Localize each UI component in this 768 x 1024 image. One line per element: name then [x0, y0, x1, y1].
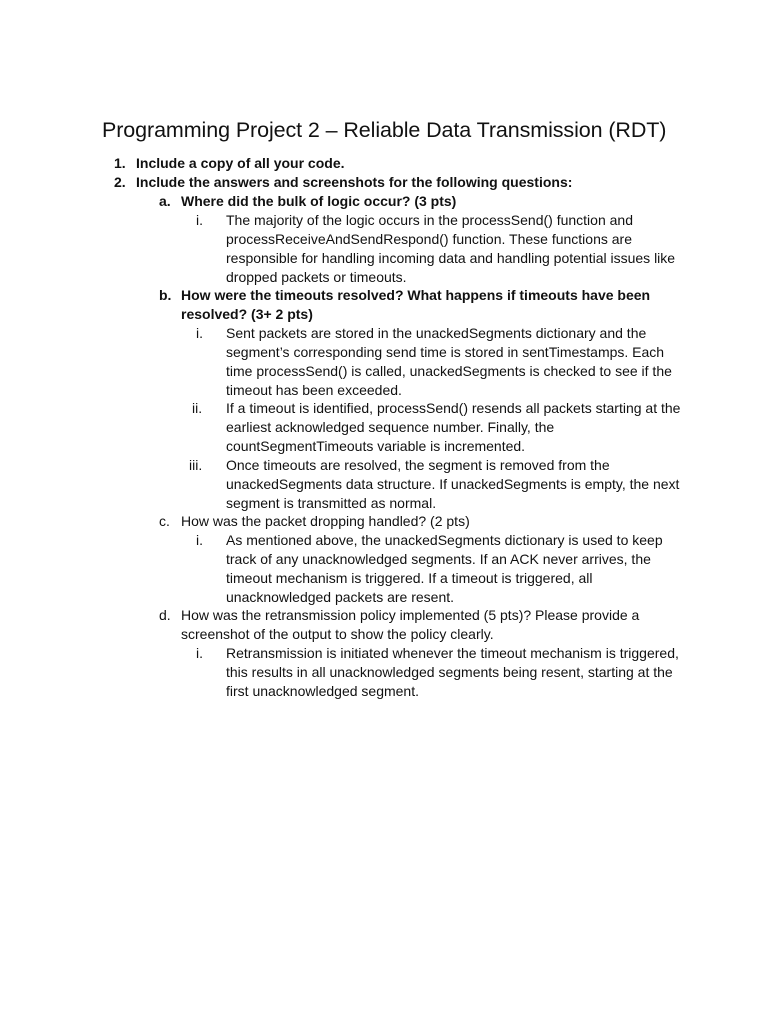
list-item-text: Include a copy of all your code.: [136, 155, 345, 171]
question-text: How was the packet dropping handled? (2 pts): [181, 513, 470, 529]
answer-marker: iii.: [189, 457, 203, 473]
answer-text: Sent packets are stored in the unackedSegments dictionary and the: [226, 325, 647, 341]
answer-text: timeout has been exceeded.: [226, 382, 402, 398]
answer-text: segment is transmitted as normal.: [226, 495, 437, 511]
answer-text: timeout mechanism is triggered. If a timeout is triggered, all: [226, 570, 593, 586]
answer-text: dropped packets or timeouts.: [226, 269, 407, 285]
answer-text: The majority of the logic occurs in the processSend() function and: [226, 212, 633, 228]
list-marker: 2.: [114, 174, 126, 190]
answer-text: track of any unacknowledged segments. If an ACK never arrives, the: [226, 551, 651, 567]
question-marker: a.: [159, 193, 171, 209]
list-item-text: Include the answers and screenshots for the following questions:: [136, 174, 573, 190]
answer-text: countSegmentTimeouts variable is incremented.: [226, 438, 526, 454]
answer-text: Once timeouts are resolved, the segment is removed from the: [226, 457, 610, 473]
answer-text: this results in all unacknowledged segments being resent, starting at the: [226, 664, 673, 680]
answer-text: Retransmission is initiated whenever the timeout mechanism is triggered,: [226, 645, 679, 661]
question-marker: d.: [159, 607, 171, 623]
question-text: screenshot of the output to show the policy clearly.: [181, 626, 494, 642]
question-marker: c.: [159, 513, 170, 529]
answer-text: earliest acknowledged sequence number. Finally, the: [226, 419, 555, 435]
answer-text: responsible for handling incoming data and handling potential issues like: [226, 250, 676, 266]
question-marker: b.: [159, 287, 172, 303]
question-text: Where did the bulk of logic occur? (3 pts): [181, 193, 457, 209]
page-title: Programming Project 2 – Reliable Data Transmission (RDT): [102, 118, 667, 142]
question-text: How were the timeouts resolved? What happens if timeouts have been: [181, 287, 651, 303]
answer-marker: i.: [196, 645, 203, 661]
answer-marker: ii.: [192, 400, 203, 416]
answer-text: unackedSegments data structure. If unackedSegments is empty, the next: [226, 476, 680, 492]
question-text: How was the retransmission policy implemented (5 pts)? Please provide a: [181, 607, 640, 623]
answer-marker: i.: [196, 212, 203, 228]
answer-text: processReceiveAndSendRespond() function. These functions are: [226, 231, 632, 247]
answer-marker: i.: [196, 325, 203, 341]
answer-marker: i.: [196, 532, 203, 548]
answer-text: unacknowledged packets are resent.: [226, 589, 455, 605]
question-text: resolved? (3+ 2 pts): [181, 306, 313, 322]
list-marker: 1.: [114, 155, 126, 171]
answer-text: If a timeout is identified, processSend() resends all packets starting at the: [226, 400, 681, 416]
answer-text: first unacknowledged segment.: [226, 683, 419, 699]
answer-text: As mentioned above, the unackedSegments dictionary is used to keep: [226, 532, 663, 548]
answer-text: time processSend() is called, unackedSegments is checked to see if the: [226, 363, 672, 379]
answer-text: segment’s corresponding send time is stored in sentTimestamps. Each: [226, 344, 665, 360]
